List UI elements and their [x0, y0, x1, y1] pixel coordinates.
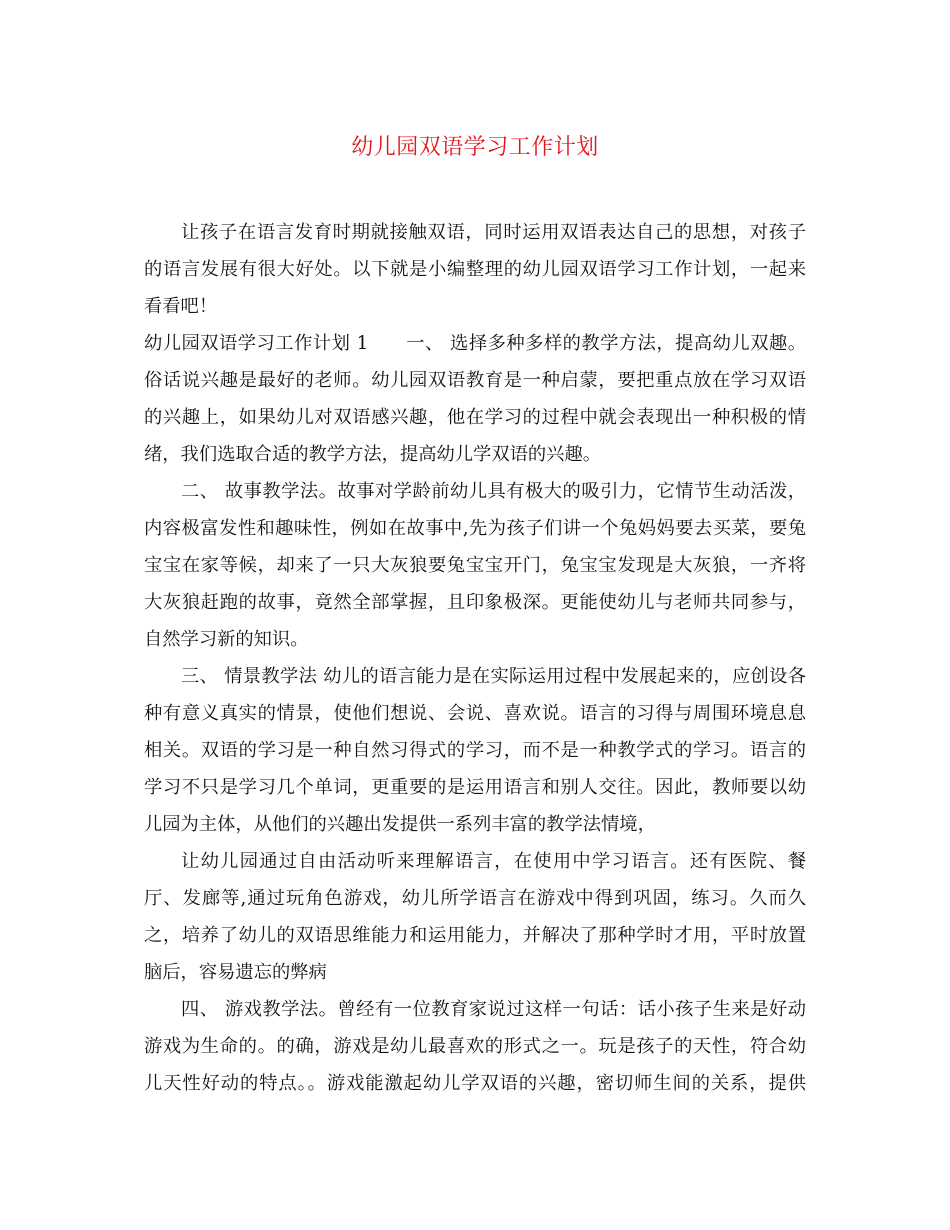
body-text-line: 俗话说兴趣是最好的老师。幼儿园双语教育是一种启蒙，要把重点放在学习双语: [144, 370, 806, 391]
body-text-line: 之，培养了幼儿的双语思维能力和运用能力，并解决了那种学时才用，平时放置: [144, 925, 806, 946]
body-text-line: 内容极富发性和趣味性，例如在故事中,先为孩子们讲一个兔妈妈要去买菜，要兔: [144, 518, 806, 539]
body-text-line: 宝宝在家等候，却来了一只大灰狼要兔宝宝开门，兔宝宝发现是大灰狼，一齐将: [144, 555, 806, 576]
body-text-line: 二、 故事教学法。故事对学龄前幼儿具有极大的吸引力，它情节生动活泼，: [181, 481, 806, 502]
body-text-line: 让孩子在语言发育时期就接触双语，同时运用双语表达自己的思想，对孩子: [181, 222, 806, 243]
body-text-line: 相关。双语的学习是一种自然习得式的学习，而不是一种教学式的学习。语言的: [144, 740, 806, 761]
body-text-line: 自然学习新的知识。: [144, 629, 309, 650]
body-text-line: 儿天性好动的特点。。游戏能激起幼儿学双语的兴趣，密切师生间的关系，提供: [144, 1073, 806, 1094]
body-text-line: 三、 情景教学法 幼儿的语言能力是在实际运用过程中发展起来的，应创设各: [181, 666, 806, 687]
body-text-line: 的语言发展有很大好处。以下就是小编整理的幼儿园双语学习工作计划，一起来: [144, 259, 806, 280]
body-text-line: 游戏为生命的。的确，游戏是幼儿最喜欢的形式之一。玩是孩子的天性，符合幼: [144, 1036, 806, 1057]
body-text-line: 的兴趣上，如果幼儿对双语感兴趣，他在学习的过程中就会表现出一种积极的情: [144, 407, 806, 428]
body-text-line: 厅、发廊等,通过玩角色游戏，幼儿所学语言在游戏中得到巩固，练习。久而久: [144, 888, 806, 909]
body-text-line: 种有意义真实的情景，使他们想说、会说、喜欢说。语言的习得与周围环境息息: [144, 703, 806, 724]
body-text-line: 儿园为主体，从他们的兴趣出发提供一系列丰富的教学法情境，: [144, 814, 656, 835]
body-text-line: 大灰狼赶跑的故事，竟然全部掌握，且印象极深。更能使幼儿与老师共同参与，: [144, 592, 806, 613]
body-text-line: 学习不只是学习几个单词，更重要的是运用语言和别人交往。因此，教师要以幼: [144, 777, 806, 798]
body-text-line: 绪，我们选取合适的教学方法，提高幼儿学双语的兴趣。: [144, 444, 602, 465]
body-text-line: 让幼儿园通过自由活动听来理解语言，在使用中学习语言。还有医院、餐: [181, 851, 806, 872]
body-text-line: 四、 游戏教学法。曾经有一位教育家说过这样一句话：话小孩子生来是好动: [181, 999, 806, 1020]
document-body: [144, 214, 806, 1102]
body-text-line: 脑后，容易遗忘的弊病: [144, 962, 327, 983]
body-text-line: 幼儿园双语学习工作计划 1 一、 选择多种多样的教学方法，提高幼儿双趣。: [144, 333, 806, 354]
document-title: 幼儿园双语学习工作计划: [351, 135, 599, 160]
body-text-line: 看看吧！: [144, 296, 218, 317]
